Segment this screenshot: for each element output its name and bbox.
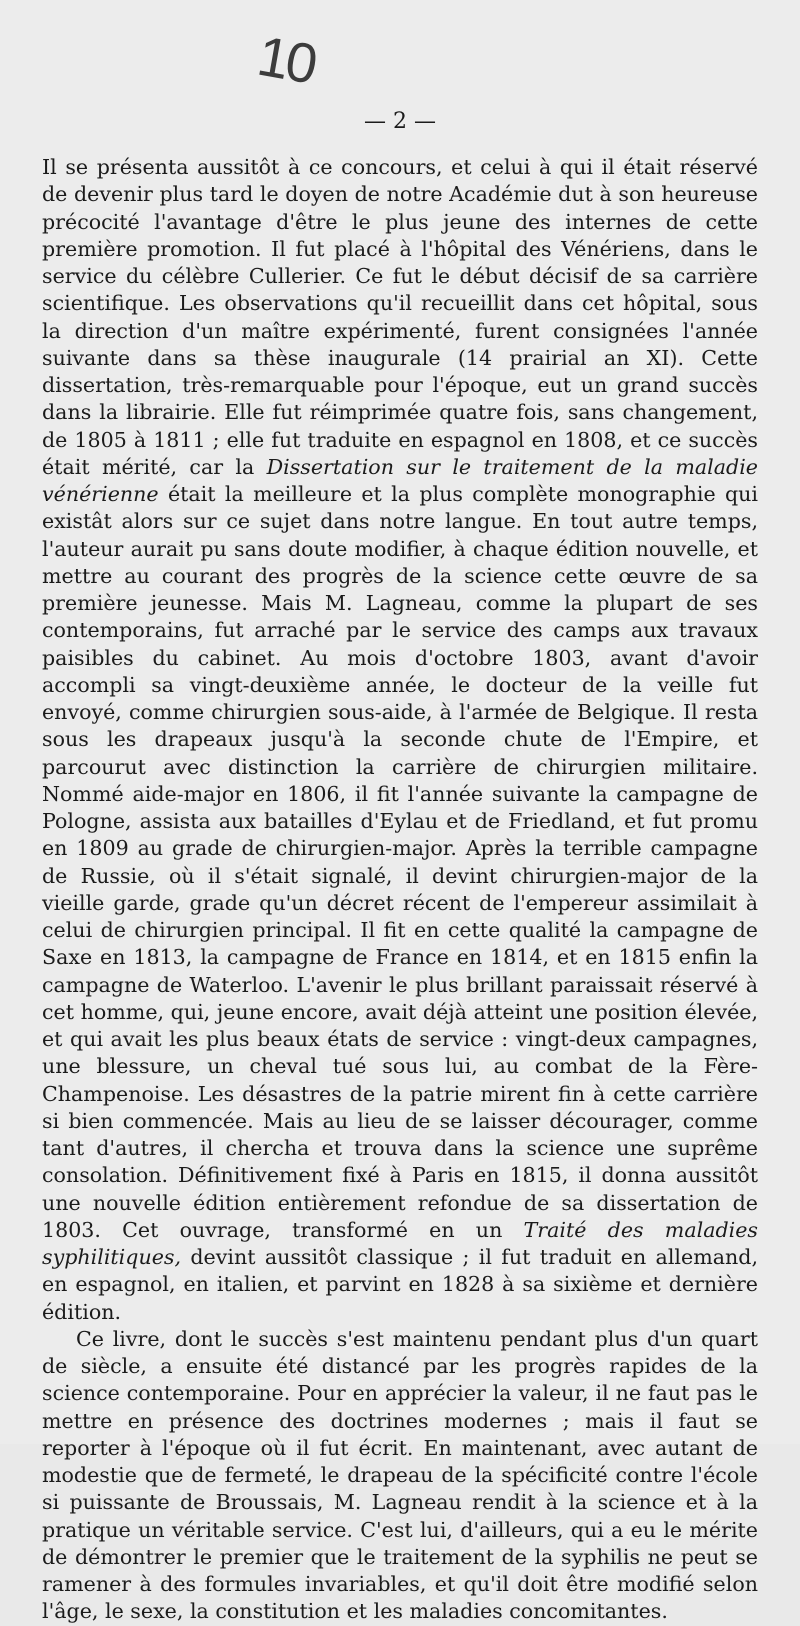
paragraph-1-part-2: était la meilleure et la plus complète monographie qui existât alors sur ce sujet dans notre langue. En tout autre temps, l'auteur aurait pu sans doute modifier, à chaque édition nouvelle, et mettre au courant des progrès de la science cette œuvre de sa première jeunesse. Mais M. Lagneau, comme la plupart de ses contemporains, fut arraché par le service des camps aux travaux paisibles du cabinet. Au mois d'octobre 1803, avant d'avoir accompli sa vingt-deuxième année, le docteur de la veille fut envoyé, comme chirurgien sous-aide, à l'armée de Belgique. Il resta sous les drapeaux jusqu'à la seconde chute de l'Empire, et parcourut avec distinction la carrière de chirurgien militaire. Nommé aide-major en 1806, il fit l'année suivante la campagne de Pologne, assista aux batailles d'Eylau et de Friedland, et fut promu en 1809 au grade de chirurgien-major. Après la terrible campagne de Russie, où il s'était signalé, il devint chirurgien-major de la vieille garde, grade qu'un décret récent de l'empereur assimilait à celui de chirurgien principal. Il fit en cette qualité la campagne de Saxe en 1813, la campagne de France en 1814, et en 1815 enfin la campagne de Waterloo. L'avenir le plus brillant paraissait réservé à cet homme, qui, jeune encore, avait déjà atteint une position élevée, et qui avait les plus beaux états de service : vingt-deux campagnes, une blessure, un cheval tué sous lui, au combat de la Fère-Champenoise. Les désastres de la patrie mirent fin à cette carrière si bien commencée. Mais au lieu de se laisser décourager, comme tant d'autres, il chercha et trouva dans la science une suprême consolation. Définitivement fixé à Paris en 1815, il donna aussitôt une nouvelle édition entièrement refondue de sa dissertation de 1803. Cet ouvrage, transformé en un bbox=[42, 482, 758, 1242]
paragraph-1-part-1: Il se présenta aussitôt à ce concours, et celui à qui il était réservé de devenir plus tard le doyen de notre Académie dut à son heureuse précocité l'avantage d'être le plus jeune des internes de cette première promotion. Il fut placé à l'hôpital des Vénériens, dans le service du célèbre Cullerier. Ce fut le début décisif de sa carrière scientifique. Les observations qu'il recueillit dans cet hôpital, sous la direction d'un maître expérimenté, furent consignées l'année suivante dans sa thèse inaugurale (14 prairial an XI). Cette dissertation, très-remarquable pour l'époque, eut un grand succès dans la librairie. Elle fut réimprimée quatre fois, sans changement, de 1805 à 1811 ; elle fut traduite en espagnol en 1808, et ce succès était mérité, car la bbox=[42, 155, 758, 479]
italic-title-traite: Traité des maladies syphilitiques, bbox=[42, 1217, 759, 1269]
paragraph-1 bbox=[42, 154, 758, 1326]
paragraph-2: Ce livre, dont le succès s'est maintenu pendant plus d'un quart de siècle, a ensuite été distancé par les progrès rapides de la science contemporaine. Pour en apprécier la valeur, il ne faut pas le mettre en présence des doctrines modernes ; mais il faut se reporter à l'époque où il fut écrit. En maintenant, avec autant de modestie que de fermeté, le drapeau de la spécificité contre l'école si puissante de Broussais, M. Lagneau rendit à la science et à la pratique un véritable service. C'est lui, d'ailleurs, qui a eu le mérite de démontrer le premier que le traitement de la syphilis ne peut se ramener à des formules invariables, et qu'il doit être modifié selon l'âge, le sexe, la constitution et les maladies concomitantes. bbox=[42, 1326, 758, 1624]
body-text bbox=[42, 154, 758, 1626]
paragraph-1-part-3: devint aussitôt classique ; il fut traduit en allemand, en espagnol, en italien, et parvint en 1828 à sa sixième et dernière édition. bbox=[42, 1245, 758, 1324]
handwritten-page-mark: 10 bbox=[253, 23, 320, 96]
italic-title-dissertation: Dissertation sur le traitement de la maladie vénérienne bbox=[42, 454, 758, 506]
page-number: — 2 — bbox=[364, 109, 436, 134]
